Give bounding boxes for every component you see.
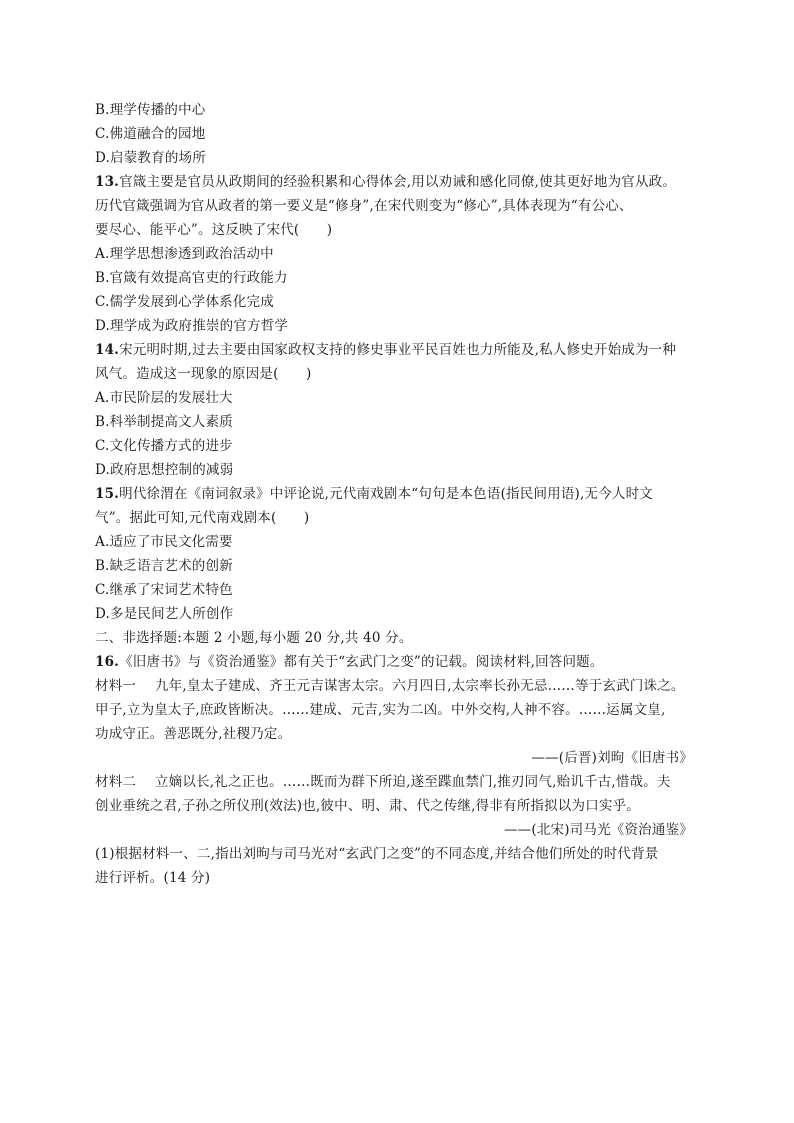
material-1-source: ——(后晋)刘昫《旧唐书》 (531, 750, 693, 766)
q15-option-b: B.缺乏语言艺术的创新 (95, 558, 233, 574)
q14-option-c: C.文化传播方式的进步 (95, 438, 233, 454)
q16-stem (95, 650, 705, 674)
q13-option-a: A.理学思想渗透到政治活动中 (95, 246, 274, 262)
material-2-text-1: 立嫡以长,礼之正也。……既而为群下所迫,遂至蹀血禁门,推刃同气,贻讥千古,惜哉。夫 (155, 774, 671, 790)
q15-option-a: A.适应了市民文化需要 (95, 534, 233, 550)
q14-option-a: A.市民阶层的发展壮大 (95, 390, 233, 406)
material-2-line-1 (95, 770, 705, 794)
q16-stem-text: 《旧唐书》与《资治通鉴》都有关于“玄武门之变”的记载。阅读材料,回答问题。 (119, 654, 604, 670)
q15-stem-line-1 (95, 482, 705, 506)
material-1-text-1: 九年,皇太子建成、齐王元吉谋害太宗。六月四日,太宗率长孙无忌……等于玄武门诛之。 (155, 678, 685, 694)
material-1-line-2: 甲子,立为皇太子,庶政皆断决。……建成、元吉,实为二凶。中外交构,人神不容。……运属文皇, (95, 702, 666, 718)
q15-number: 15. (95, 486, 120, 502)
material-1-label: 材料一 (95, 678, 137, 694)
q13-stem-line-3: 要尽心、能平心”。这反映了宋代( ) (95, 222, 333, 238)
q14-option-b: B.科举制提高文人素质 (95, 414, 233, 430)
q16-sub1-line-2: 进行评析。(14 分) (95, 870, 211, 886)
material-1-line-3: 功成守正。善恶既分,社稷乃定。 (95, 726, 292, 742)
q12-option-c: C.佛道融合的园地 (95, 126, 206, 142)
material-2-source: ——(北宋)司马光《资治通鉴》 (503, 822, 693, 838)
material-2-line-2: 创业垂统之君,子孙之所仪刑(效法)也,彼中、明、肃、代之传继,得非有所指拟以为口实乎。 (95, 798, 641, 814)
q15-stem-line-2: 气”。据此可知,元代南戏剧本( ) (95, 510, 310, 526)
q12-option-d: D.启蒙教育的场所 (95, 150, 206, 166)
q12-option-b: B.理学传播的中心 (95, 102, 206, 118)
q13-stem-line-2: 历代官箴强调为官从政者的第一要义是“修身”,在宋代则变为“修心”,具体表现为“有公心、 (95, 198, 633, 214)
material-1-line-1 (95, 674, 705, 698)
q13-stem-text: 官箴主要是官员从政期间的经验积累和心得体会,用以劝诫和感化同僚,使其更好地为官从政。 (119, 174, 677, 190)
q13-option-b: B.官箴有效提高官吏的行政能力 (95, 270, 288, 286)
exam-page (95, 98, 705, 890)
q14-stem-text: 宋元明时期,过去主要由国家政权支持的修史事业平民百姓也力所能及,私人修史开始成为一种 (119, 342, 677, 358)
material-2-label: 材料二 (95, 774, 137, 790)
q15-option-d: D.多是民间艺人所创作 (95, 606, 234, 622)
q14-stem-line-1 (95, 338, 705, 362)
q14-stem-line-2: 风气。造成这一现象的原因是( ) (95, 366, 312, 382)
q14-option-d: D.政府思想控制的减弱 (95, 462, 234, 478)
q16-number: 16. (95, 654, 120, 670)
q14-number: 14. (95, 342, 120, 358)
q13-option-c: C.儒学发展到心学体系化完成 (95, 294, 274, 310)
q15-stem-text: 明代徐渭在《南词叙录》中评论说,元代南戏剧本“句句是本色语(指民间用语),无今人时文 (119, 486, 654, 502)
q13-option-d: D.理学成为政府推崇的官方哲学 (95, 318, 289, 334)
q13-number: 13. (95, 174, 120, 190)
q15-option-c: C.继承了宋词艺术特色 (95, 582, 233, 598)
q16-sub1-line-1: (1)根据材料一、二,指出刘昫与司马光对“玄武门之变”的不同态度,并结合他们所处的时代背景 (95, 846, 659, 862)
q13-stem-line-1 (95, 170, 705, 194)
section-2-heading: 二、非选择题:本题 2 小题,每小题 20 分,共 40 分。 (95, 630, 413, 646)
